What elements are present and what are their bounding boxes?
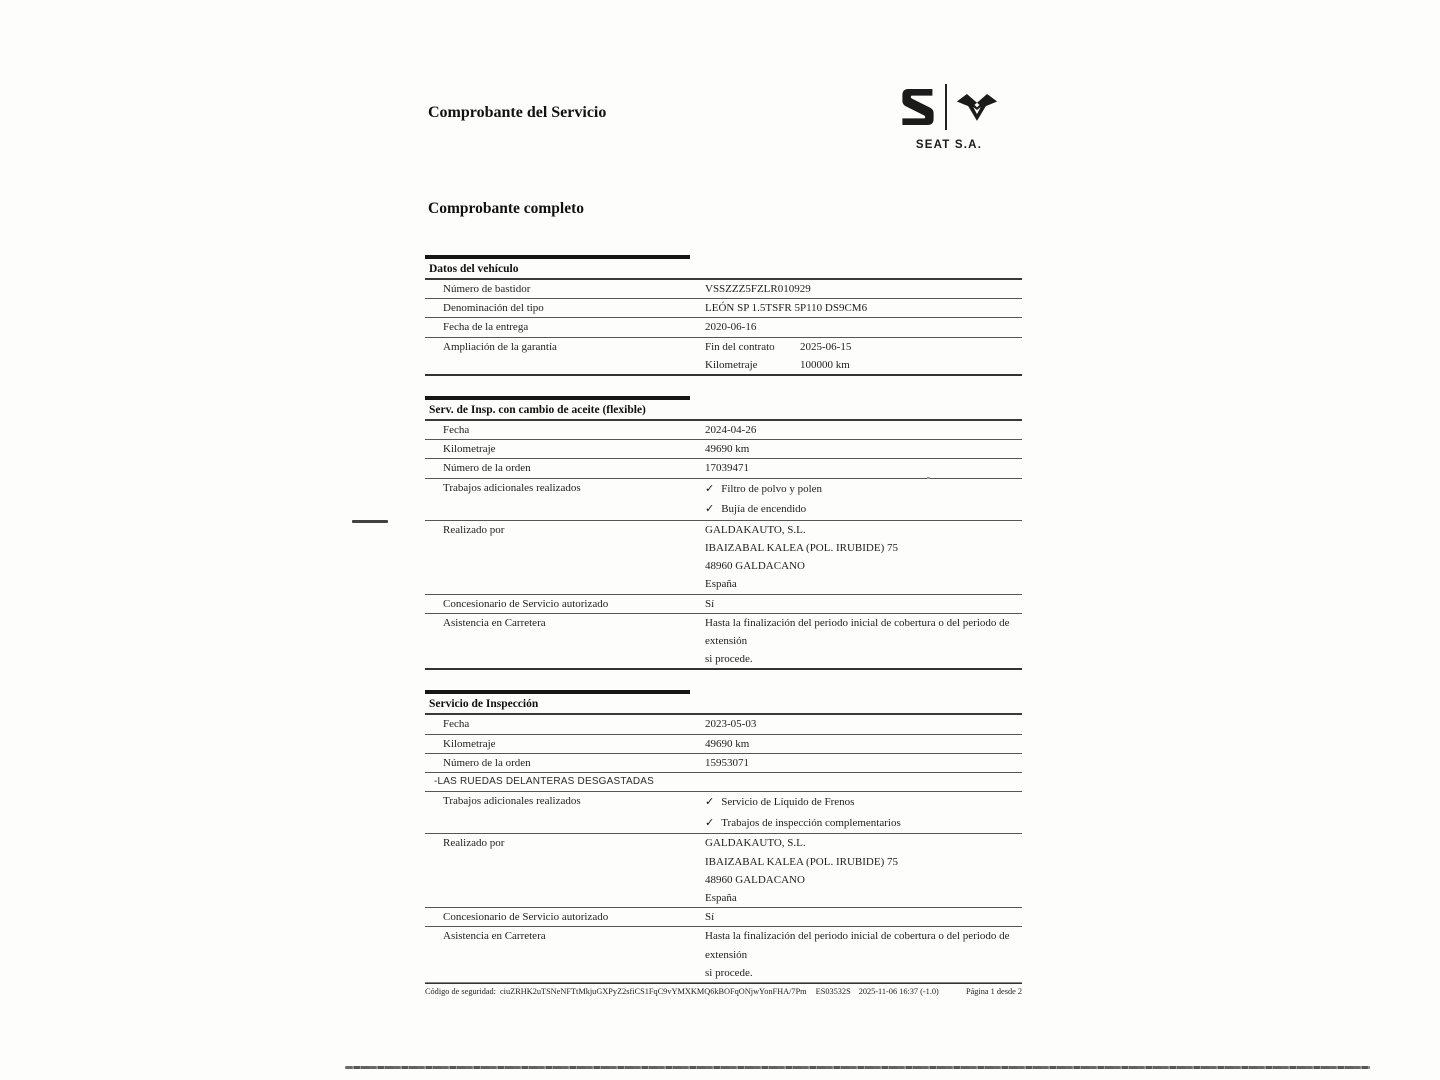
row-label: Trabajos adicionales realizados: [443, 481, 581, 494]
security-code-block: [425, 987, 939, 996]
table-row: [425, 754, 1022, 773]
row-label: Kilometraje: [443, 737, 496, 750]
table-row-roadside: [425, 614, 1022, 671]
table-row: [425, 318, 1022, 337]
logo-row: [893, 82, 1005, 132]
dealer-name: GALDAKAUTO, S.L.: [705, 837, 806, 850]
page-footer: [425, 982, 1022, 996]
tables-area: [425, 255, 1022, 984]
table-row: [425, 595, 1022, 614]
table-row: [425, 299, 1022, 318]
logo-divider: [945, 84, 947, 130]
work-item-label: Servicio de Líquido de Frenos: [721, 796, 855, 809]
security-code-value: ciuZRHK2uTSNeNFTtMkjuGXPyZ2sfiCS1FqC9vYMXKMQ6kBOFqONjwYonFHA/7Pm: [499, 987, 807, 996]
row-label: Número de bastidor: [443, 283, 531, 295]
dealer-country: España: [705, 892, 737, 905]
work-item-label: Trabajos de inspección complementarios: [721, 816, 901, 829]
row-label: Fecha: [443, 424, 470, 437]
check-icon: ✓: [705, 481, 715, 495]
work-item: [705, 813, 1022, 834]
table-row: [425, 440, 1022, 459]
table-row: [425, 280, 1022, 299]
work-item: [705, 792, 1022, 813]
cupra-logo-icon: [956, 88, 998, 126]
check-icon: ✓: [705, 502, 715, 516]
row-label: Ampliación de la garantía: [443, 340, 557, 353]
sub-label: Kilometraje: [705, 358, 758, 371]
table-row-warranty: [425, 338, 1022, 376]
row-label: Concesionario de Servicio autorizado: [443, 911, 609, 924]
work-item-label: Bujía de encendido: [721, 503, 807, 516]
row-value: 17039471: [705, 462, 749, 475]
row-value: [705, 521, 1022, 594]
row-value: [705, 338, 1022, 374]
table-row: [425, 459, 1022, 478]
table-row-finding-note: -LAS RUEDAS DELANTERAS DESGASTADAS: [425, 773, 1022, 792]
row-value: 2024-04-26: [705, 424, 757, 437]
scan-edge-artifact: [345, 1066, 1370, 1069]
row-value: 2020-06-16: [705, 321, 757, 334]
row-label: Asistencia en Carretera: [443, 930, 546, 943]
work-item-label: Filtro de polvo y polen: [721, 482, 823, 495]
table-row: [425, 421, 1022, 440]
section-inspection-service: [425, 690, 1022, 984]
row-label: Fecha de la entrega: [443, 321, 529, 334]
roadside-line: si procede.: [705, 966, 753, 979]
sub-value: 2025-06-15: [800, 340, 852, 353]
dealer-country: España: [705, 578, 737, 591]
table-row-additional-work: [425, 479, 1022, 521]
table-row-roadside: [425, 927, 1022, 984]
row-label: Número de la orden: [443, 462, 531, 475]
row-value: 2023-05-03: [705, 718, 757, 731]
document-title: Comprobante del Servicio: [428, 104, 607, 121]
sub-label: Fin del contrato: [705, 340, 775, 353]
seat-logo-icon: [900, 85, 936, 129]
work-item: [705, 499, 1022, 520]
row-label: Asistencia en Carretera: [443, 616, 546, 629]
row-value: Sí: [705, 911, 715, 924]
row-value: VSSZZZ5FZLR010929: [705, 283, 811, 295]
sub-value: 100000 km: [800, 358, 850, 371]
row-label: Concesionario de Servicio autorizado: [443, 597, 609, 610]
scan-margin-mark: [352, 520, 388, 523]
security-code-label: Código de seguridad:: [425, 987, 496, 996]
table-row: [425, 715, 1022, 734]
dealer-street: IBAIZABAL KALEA (POL. IRUBIDE) 75: [705, 542, 898, 555]
table-row-performed-by: [425, 834, 1022, 908]
scan-speck: [927, 477, 930, 479]
row-label: Fecha: [443, 718, 470, 731]
dealer-street: IBAIZABAL KALEA (POL. IRUBIDE) 75: [705, 855, 898, 868]
section-title: Serv. de Insp. con cambio de aceite (flexible): [425, 400, 1022, 421]
print-timestamp: 2025-11-06 16:37 (-1.0): [858, 987, 939, 996]
row-value: [705, 927, 1022, 982]
roadside-line: Hasta la finalización del periodo inicial de cobertura o del periodo de extensión: [705, 930, 1010, 961]
check-icon: ✓: [705, 795, 715, 809]
row-value: Sí: [705, 597, 715, 610]
row-value: LEÓN SP 1.5TSFR 5P110 DS9CM6: [705, 302, 868, 315]
company-name: SEAT S.A.: [915, 139, 983, 151]
row-value: [705, 792, 1022, 833]
roadside-line: Hasta la finalización del periodo inicial de cobertura o del periodo de extensión: [705, 616, 1010, 648]
row-value: [705, 479, 1022, 520]
row-value: 15953071: [705, 756, 749, 769]
document-code: ES03532S: [815, 987, 851, 996]
warranty-contract-end: [705, 338, 1022, 356]
dealer-city: 48960 GALDACANO: [705, 560, 805, 573]
document-subtitle: Comprobante completo: [428, 200, 584, 217]
row-label: Realizado por: [443, 523, 505, 536]
brand-block: [893, 82, 1005, 151]
table-row-additional-work: [425, 792, 1022, 834]
row-value: [705, 834, 1022, 907]
table-row-performed-by: [425, 521, 1022, 595]
row-value: 49690 km: [705, 443, 750, 456]
dealer-name: GALDAKAUTO, S.L.: [705, 523, 806, 536]
work-item: [705, 479, 1022, 500]
roadside-line: si procede.: [705, 653, 753, 666]
section-oil-service: [425, 396, 1022, 670]
row-value: 49690 km: [705, 737, 750, 750]
table-row: [425, 735, 1022, 754]
table-row: [425, 908, 1022, 927]
check-icon: ✓: [705, 815, 715, 829]
row-value: [705, 614, 1022, 669]
section-vehicle-data: [425, 255, 1022, 376]
section-title: Servicio de Inspección: [425, 694, 1022, 715]
row-label: Número de la orden: [443, 756, 531, 769]
row-label: Trabajos adicionales realizados: [443, 795, 581, 808]
section-title: Datos del vehículo: [425, 259, 1022, 280]
row-label: Denominación del tipo: [443, 302, 544, 315]
warranty-mileage: [705, 356, 1022, 374]
dealer-city: 48960 GALDACANO: [705, 873, 805, 886]
row-label: Kilometraje: [443, 443, 496, 456]
row-label: Realizado por: [443, 837, 505, 850]
page-number: Página 1 desde 2: [966, 987, 1022, 996]
